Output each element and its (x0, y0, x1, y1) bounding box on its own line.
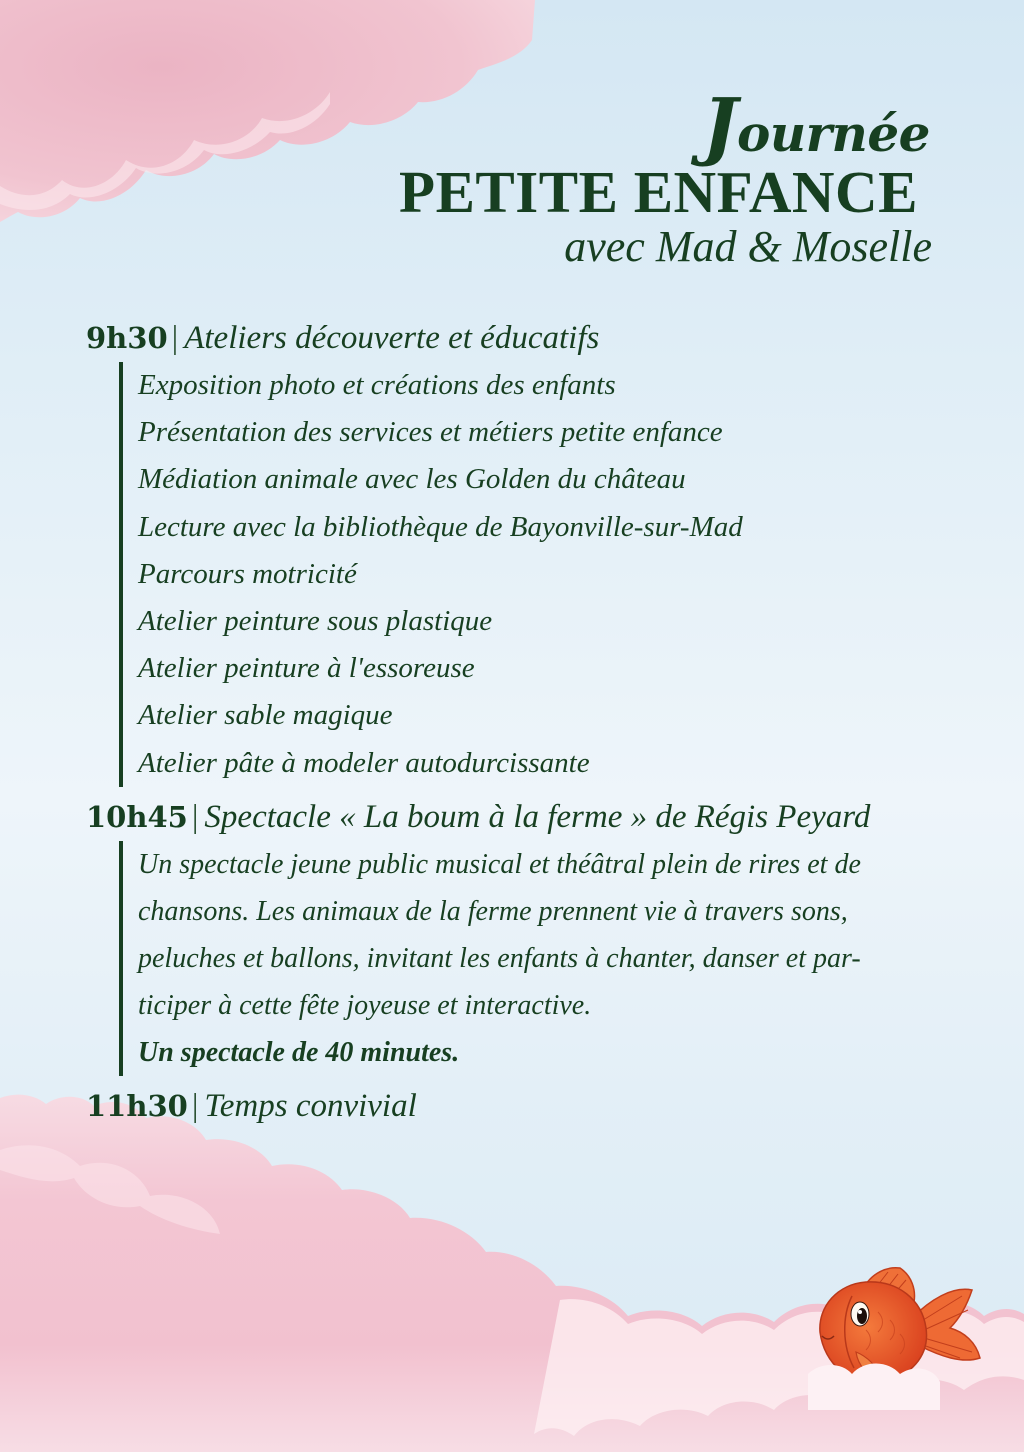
list-item: Atelier peinture à l'essoreuse (138, 652, 475, 685)
slot-items (119, 362, 966, 787)
list-item: Atelier sable magique (138, 699, 393, 732)
list-item: Présentation des services et métiers petite enfance (138, 416, 723, 449)
slot-heading (86, 316, 966, 360)
slot-1130 (86, 1084, 966, 1128)
slot-title: Temps convivial (204, 1087, 417, 1124)
schedule (86, 316, 966, 1128)
description-line: peluches et ballons, invitant les enfants à chanter, danser et par- (138, 942, 861, 974)
slot-heading (86, 795, 966, 839)
title-block (399, 83, 932, 274)
list-item: Exposition photo et créations des enfants (138, 369, 616, 401)
slot-heading (86, 1084, 966, 1128)
slot-title: Ateliers découverte et éducatifs (184, 320, 600, 356)
slot-time: 9h30 (86, 321, 168, 355)
slot-separator: | (191, 1087, 199, 1124)
title-main: PETITE ENFANCE (399, 159, 918, 225)
slot-title: Spectacle « La boum à la ferme » de Régis Peyard (204, 798, 871, 835)
slot-1045 (86, 795, 966, 1076)
list-item: Atelier pâte à modeler autodurcissante (138, 746, 590, 779)
list-item: Lecture avec la bibliothèque de Bayonville-sur-Mad (138, 510, 743, 543)
duration-note: Un spectacle de 40 minutes. (138, 1036, 460, 1068)
title-journee: Journée (702, 83, 930, 169)
description-line: ticiper à cette fête joyeuse et interactive. (138, 989, 592, 1021)
list-item: Médiation animale avec les Golden du château (138, 463, 686, 496)
description-line: Un spectacle jeune public musical et théâtral plein de rires et de (138, 848, 861, 880)
description-line: chansons. Les animaux de la ferme prennent vie à travers sons, (138, 895, 848, 927)
slot-description (119, 841, 966, 1076)
slot-time: 11h30 (86, 1088, 188, 1123)
slot-0930 (86, 316, 966, 787)
slot-separator: | (191, 798, 199, 835)
slot-separator: | (171, 320, 179, 356)
list-item: Parcours motricité (138, 557, 357, 590)
list-item: Atelier peinture sous plastique (138, 605, 493, 638)
slot-time: 10h45 (86, 799, 188, 834)
title-initial: J (702, 83, 737, 169)
title-subtitle: avec Mad & Moselle (564, 222, 932, 271)
